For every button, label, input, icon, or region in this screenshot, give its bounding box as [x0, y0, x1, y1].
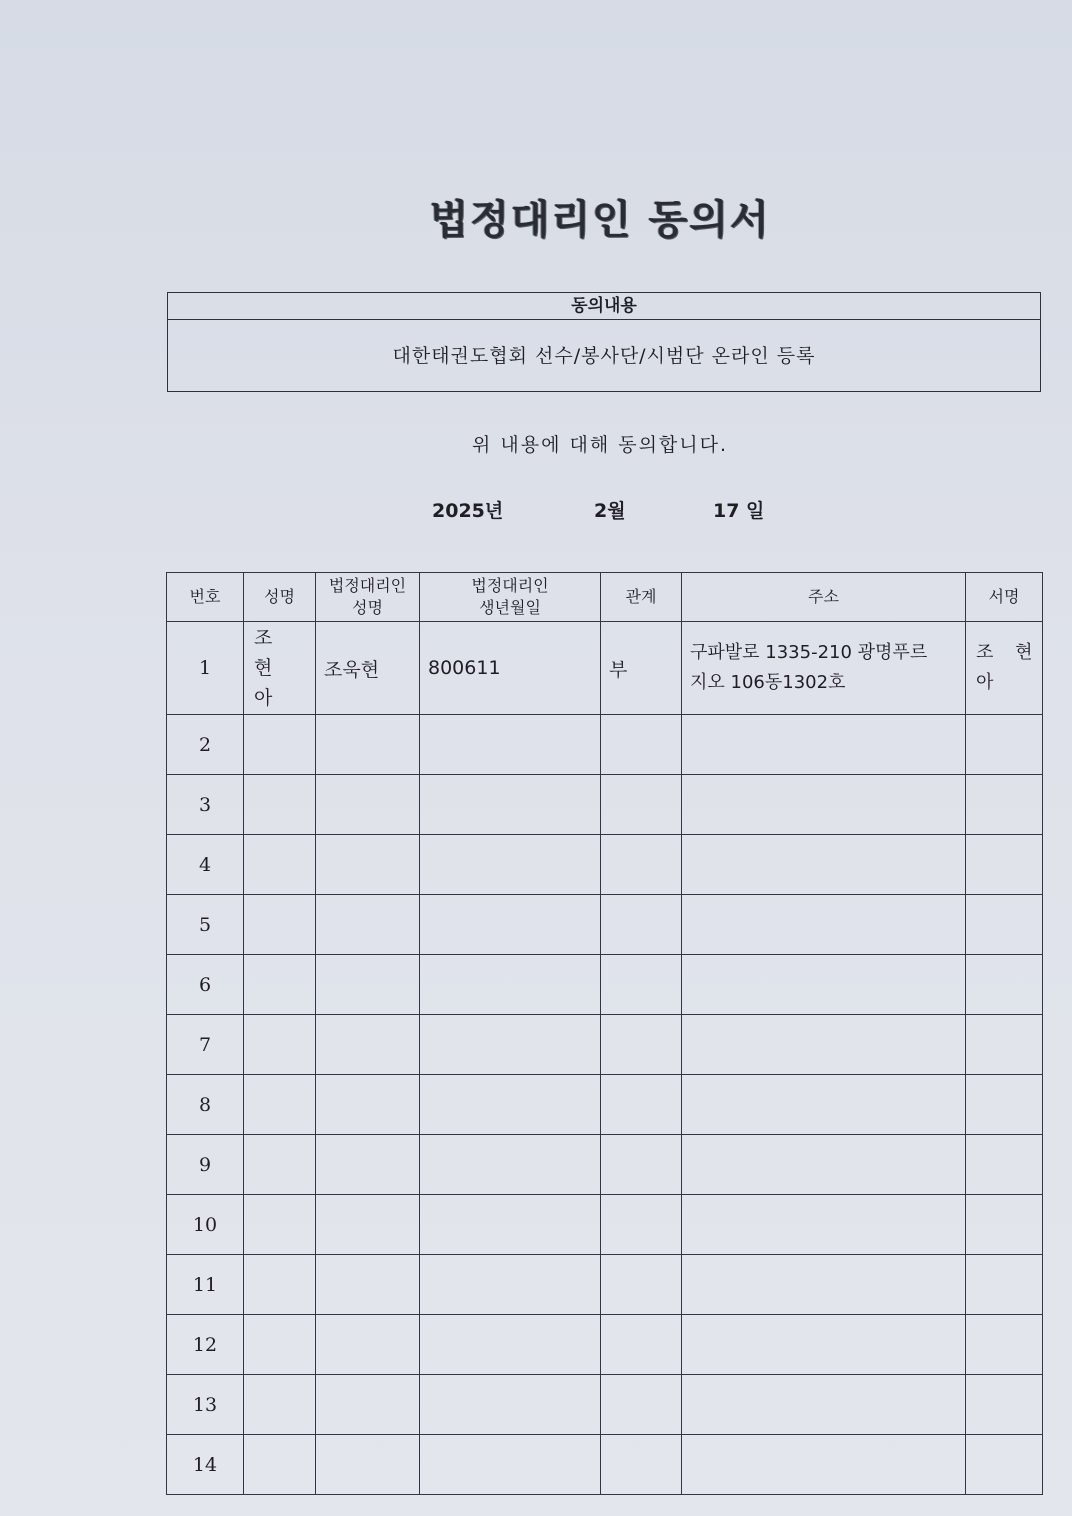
address-line1: 구파발로 1335-210 광명푸르 — [690, 642, 928, 663]
relation: 부 — [601, 622, 682, 715]
student-name-line2: 아 — [254, 687, 281, 709]
student-name-empty — [244, 1255, 316, 1315]
signature-empty — [966, 1015, 1043, 1075]
header-guardian-name-line1: 법정대리인 — [328, 576, 407, 595]
relation-empty — [601, 1015, 682, 1075]
address — [682, 622, 966, 715]
relation-empty — [601, 955, 682, 1015]
header-name: 성명 — [244, 573, 316, 622]
address-empty — [682, 715, 966, 775]
consent-body: 대한태권도협회 선수/봉사단/시범단 온라인 등록 — [392, 345, 816, 367]
consent-box — [167, 292, 1041, 392]
guardian-birth-empty — [420, 1255, 601, 1315]
row-number: 1 — [167, 622, 244, 715]
signature-empty — [966, 835, 1043, 895]
student-name-line1: 조 현 — [254, 627, 281, 679]
address-empty — [682, 1135, 966, 1195]
consent-header: 동의내용 — [168, 293, 1040, 320]
row-number: 7 — [167, 1015, 244, 1075]
row-number: 3 — [167, 775, 244, 835]
guardian-birth-empty — [420, 895, 601, 955]
row-number: 6 — [167, 955, 244, 1015]
signature-empty — [966, 775, 1043, 835]
guardian-birth-empty — [420, 775, 601, 835]
table-row — [167, 1375, 1043, 1435]
row-number: 4 — [167, 835, 244, 895]
header-guardian-name-line2: 성명 — [352, 598, 383, 617]
agree-statement: 위 내용에 대해 동의합니다. — [471, 434, 729, 456]
relation-empty — [601, 775, 682, 835]
address-empty — [682, 895, 966, 955]
row-number: 12 — [167, 1315, 244, 1375]
student-name-empty — [244, 895, 316, 955]
table-row — [167, 835, 1043, 895]
address-empty — [682, 1195, 966, 1255]
student-name — [244, 622, 316, 715]
relation-empty — [601, 1435, 682, 1495]
table-row — [167, 955, 1043, 1015]
guardian-name-empty — [316, 1015, 420, 1075]
address-empty — [682, 835, 966, 895]
header-signature: 서명 — [966, 573, 1043, 622]
relation-empty — [601, 835, 682, 895]
table-row — [167, 895, 1043, 955]
guardian-name-empty — [316, 1195, 420, 1255]
signature-empty — [966, 895, 1043, 955]
guardian-name-empty — [316, 715, 420, 775]
relation-empty — [601, 715, 682, 775]
guardian-name-empty — [316, 1375, 420, 1435]
student-name-empty — [244, 1435, 316, 1495]
signature — [966, 622, 1043, 715]
student-name-empty — [244, 1375, 316, 1435]
relation-empty — [601, 1075, 682, 1135]
guardian-name-empty — [316, 1135, 420, 1195]
header-address: 주소 — [682, 573, 966, 622]
address-line2: 지오 106동1302호 — [690, 672, 846, 693]
signature-line2: 아 — [976, 672, 1002, 693]
signature-empty — [966, 1255, 1043, 1315]
header-guardian-birth — [420, 573, 601, 622]
table-row — [167, 1015, 1043, 1075]
guardian-name-empty — [316, 1075, 420, 1135]
guardian-birth-empty — [420, 715, 601, 775]
table-header-row — [167, 573, 1043, 622]
guardian-birth-empty — [420, 1015, 601, 1075]
guardian-name-empty — [316, 1435, 420, 1495]
header-guardian-name — [316, 573, 420, 622]
relation-empty — [601, 1135, 682, 1195]
row-number: 14 — [167, 1435, 244, 1495]
student-name-empty — [244, 835, 316, 895]
document-title: 법정대리인 동의서 — [429, 197, 771, 243]
student-name-empty — [244, 1195, 316, 1255]
table-row — [167, 1255, 1043, 1315]
table-row — [167, 715, 1043, 775]
address-empty — [682, 1435, 966, 1495]
signature-line1: 조 현 — [976, 642, 1041, 663]
relation-empty — [601, 1315, 682, 1375]
signature-empty — [966, 1375, 1043, 1435]
guardian-name-empty — [316, 775, 420, 835]
address-empty — [682, 1015, 966, 1075]
row-number: 13 — [167, 1375, 244, 1435]
guardian-name-empty — [316, 955, 420, 1015]
guardian-name-empty — [316, 1315, 420, 1375]
header-relation: 관계 — [601, 573, 682, 622]
student-name-empty — [244, 955, 316, 1015]
address-empty — [682, 1255, 966, 1315]
relation-empty — [601, 1375, 682, 1435]
date-year: 2025년 — [432, 500, 504, 522]
header-guardian-birth-line2: 생년월일 — [479, 598, 541, 617]
signature-empty — [966, 715, 1043, 775]
row-number: 2 — [167, 715, 244, 775]
signature-empty — [966, 1195, 1043, 1255]
signature-empty — [966, 1135, 1043, 1195]
relation-empty — [601, 895, 682, 955]
student-name-empty — [244, 715, 316, 775]
guardian-name-empty — [316, 1255, 420, 1315]
guardian-birth-empty — [420, 1435, 601, 1495]
table-row — [167, 775, 1043, 835]
student-name-empty — [244, 1315, 316, 1375]
signature-empty — [966, 955, 1043, 1015]
row-number: 5 — [167, 895, 244, 955]
table-row — [167, 1075, 1043, 1135]
signature-empty — [966, 1075, 1043, 1135]
signature-empty — [966, 1315, 1043, 1375]
date-day: 17 일 — [713, 500, 765, 522]
student-name-empty — [244, 1135, 316, 1195]
student-name-empty — [244, 775, 316, 835]
empty-rows — [167, 715, 1043, 1495]
table-row — [167, 1435, 1043, 1495]
guardian-birth-empty — [420, 1315, 601, 1375]
guardian-name-empty — [316, 835, 420, 895]
row-number: 11 — [167, 1255, 244, 1315]
student-name-empty — [244, 1075, 316, 1135]
address-empty — [682, 1075, 966, 1135]
guardian-name: 조욱현 — [316, 622, 420, 715]
header-guardian-birth-line1: 법정대리인 — [471, 576, 549, 595]
row-number: 10 — [167, 1195, 244, 1255]
guardian-birth-empty — [420, 1195, 601, 1255]
guardian-birth-empty — [420, 1135, 601, 1195]
table-row — [167, 1195, 1043, 1255]
header-no: 번호 — [167, 573, 244, 622]
date-month: 2월 — [594, 500, 626, 522]
relation-empty — [601, 1255, 682, 1315]
guardian-birth-empty — [420, 1075, 601, 1135]
table-row — [167, 622, 1043, 715]
row-number: 9 — [167, 1135, 244, 1195]
address-empty — [682, 1375, 966, 1435]
row-number: 8 — [167, 1075, 244, 1135]
address-empty — [682, 955, 966, 1015]
table-row — [167, 1135, 1043, 1195]
table-row — [167, 1315, 1043, 1375]
signature-empty — [966, 1435, 1043, 1495]
guardian-table — [166, 572, 1043, 1495]
guardian-birth-empty — [420, 835, 601, 895]
address-empty — [682, 1315, 966, 1375]
guardian-name-empty — [316, 895, 420, 955]
student-name-empty — [244, 1015, 316, 1075]
relation-empty — [601, 1195, 682, 1255]
guardian-birth: 800611 — [420, 622, 601, 715]
address-empty — [682, 775, 966, 835]
guardian-birth-empty — [420, 955, 601, 1015]
guardian-birth-empty — [420, 1375, 601, 1435]
